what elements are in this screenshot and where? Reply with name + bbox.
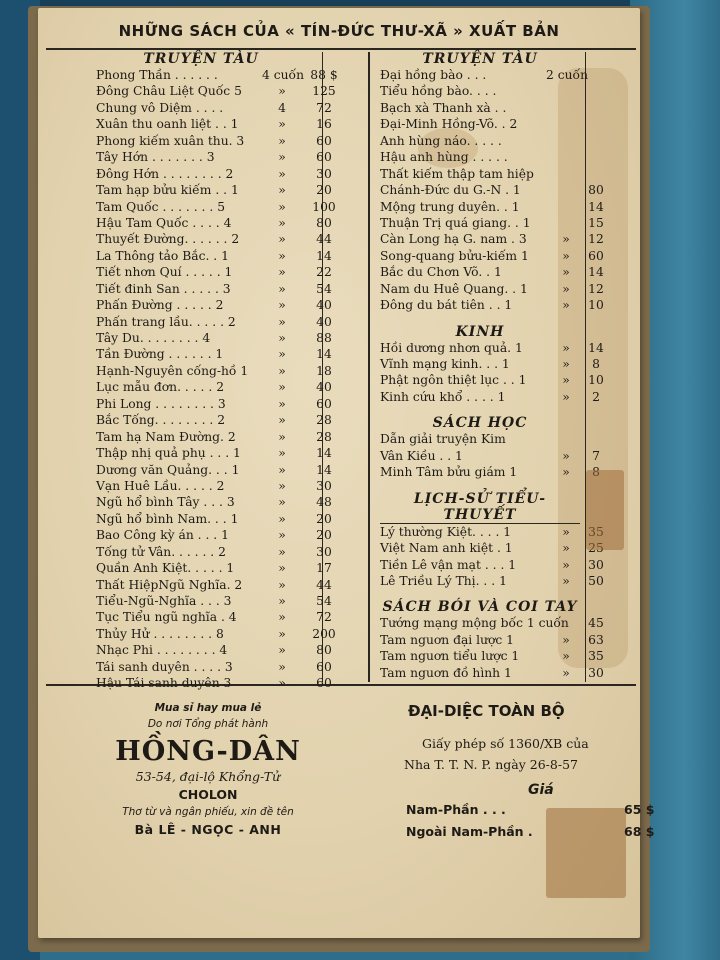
book-title: Tái sanh duyên . . . . 3 <box>96 659 233 674</box>
book-quantity: » <box>562 632 570 647</box>
book-title: Dẫn giải truyện Kim <box>380 432 506 447</box>
book-title: Việt Nam anh kiệt . 1 <box>380 541 513 556</box>
book-price: 30 <box>588 665 604 680</box>
book-title: Quần Anh Kiệt. . . . . 1 <box>96 561 235 576</box>
book-row <box>96 199 366 215</box>
book-row <box>96 363 366 379</box>
distribution-title: ĐẠI-DIỆC TOÀN BỘ <box>408 702 565 720</box>
book-quantity: » <box>278 610 286 625</box>
book-price: 14 <box>316 446 332 461</box>
book-title: Thuyết Đường. . . . . . 2 <box>96 232 240 247</box>
book-quantity: » <box>278 199 286 214</box>
book-row <box>96 133 366 149</box>
book-title: Tây Du. . . . . . . . 4 <box>96 331 211 345</box>
header-rule <box>46 48 636 50</box>
book-quantity: » <box>278 594 286 608</box>
book-title: Lý thường Kiệt. . . . 1 <box>380 524 512 539</box>
book-title: La Thông tảo Bắc. . 1 <box>96 248 229 263</box>
book-price: 14 <box>588 199 604 214</box>
book-quantity: » <box>278 150 286 165</box>
book-row <box>380 632 638 648</box>
book-quantity: » <box>562 281 570 296</box>
book-title: Bạch xà Thanh xà . . <box>380 100 507 115</box>
book-price: 16 <box>316 117 332 132</box>
book-title: Phong Thần . . . . . . <box>96 68 218 82</box>
book-row <box>96 100 366 116</box>
book-price: 88 $ <box>310 68 338 82</box>
publisher-city: CHOLON <box>178 787 238 802</box>
book-price: 17 <box>316 561 332 576</box>
book-price: 72 <box>316 610 332 625</box>
book-price: 60 <box>316 133 332 148</box>
book-title: Tam nguơn tiểu lược 1 <box>380 649 520 664</box>
publisher-block <box>78 696 338 837</box>
book-title: Dương văn Quảng. . . 1 <box>96 462 240 477</box>
book-row <box>96 511 366 527</box>
book-quantity: » <box>562 448 570 463</box>
book-quantity: » <box>278 117 286 132</box>
book-row <box>96 182 366 198</box>
distribution-block <box>398 696 658 842</box>
book-title: Đông du bát tiên . . 1 <box>380 298 513 313</box>
book-row <box>96 412 366 428</box>
book-quantity: » <box>278 133 286 148</box>
book-price: 10 <box>588 373 604 388</box>
book-price: 28 <box>316 429 332 444</box>
book-price: 54 <box>316 594 332 608</box>
left-column <box>96 51 366 692</box>
book-quantity: » <box>278 643 286 658</box>
book-title: Tây Hớn . . . . . . . 3 <box>96 150 215 165</box>
book-price: 48 <box>316 495 332 510</box>
book-title: Chánh-Đức du G.-N . 1 <box>380 183 521 198</box>
price-row <box>398 820 658 842</box>
wholesale-line: Mua sỉ hay mua lẻ <box>154 702 262 714</box>
book-row <box>96 330 366 346</box>
book-title: Tam hạ Nam Đường. 2 <box>96 429 236 444</box>
book-title: Anh hùng náo. . . . . <box>380 133 502 148</box>
book-title: Tiết đinh San . . . . . 3 <box>96 281 231 296</box>
book-quantity: 4 cuốn <box>262 68 304 82</box>
tape-stain <box>586 470 624 550</box>
book-row <box>96 215 366 231</box>
book-title: Đại hồng bào . . . <box>380 68 487 82</box>
book-price: 40 <box>316 314 332 329</box>
book-quantity: » <box>278 331 286 345</box>
permit-date-line: Nha T. T. N. P. ngày 26-8-57 <box>404 757 578 772</box>
book-row <box>96 626 366 642</box>
book-row <box>380 149 638 165</box>
book-row <box>380 356 638 372</box>
book-row <box>96 560 366 576</box>
price-value: 65 $ <box>624 802 655 817</box>
book-row <box>380 166 638 182</box>
book-title: Ngũ hổ bình Tây . . . 3 <box>96 495 235 510</box>
section-title: KINH <box>455 323 505 340</box>
book-price: 14 <box>316 347 332 362</box>
book-price: 54 <box>316 281 332 296</box>
book-quantity: » <box>278 561 286 576</box>
book-title: Vạn Huê Lầu. . . . . 2 <box>96 478 225 493</box>
book-price: 44 <box>316 577 332 592</box>
book-quantity: » <box>562 557 570 572</box>
book-price: 10 <box>588 298 604 313</box>
book-quantity: » <box>562 373 570 388</box>
book-title: Hậu anh hùng . . . . . <box>380 150 508 165</box>
book-price: 30 <box>588 557 604 572</box>
book-quantity: » <box>562 649 570 664</box>
book-quantity: » <box>278 478 286 493</box>
publisher-address: 53-54, đại-lộ Khổng-Tử <box>135 769 281 784</box>
book-list-sach-boi <box>380 615 638 681</box>
book-row <box>380 231 638 247</box>
book-row <box>380 297 638 313</box>
catalog-header: NHỮNG SÁCH CỦA « TÍN-ĐỨC THƯ-XÃ » XUẤT BẢN <box>118 22 560 40</box>
book-price: 80 <box>316 643 332 658</box>
distributor-line: Do nơi Tổng phát hành <box>147 718 269 730</box>
book-title: Bao Công kỳ án . . . 1 <box>96 528 229 543</box>
book-list-kinh <box>380 340 638 406</box>
book-title: Ngũ hổ bình Nam. . . 1 <box>96 511 239 526</box>
book-row <box>96 379 366 395</box>
book-title: Tiểu hồng bào. . . . <box>380 84 497 99</box>
book-price: 14 <box>316 462 332 477</box>
catalog-page <box>38 8 655 938</box>
publisher-name: HỒNG-DÂN <box>115 736 301 767</box>
section-title: LỊCH-SỬ TIỂU-THUYẾT <box>380 491 580 524</box>
book-title: Thuận Trị quá giang. . 1 <box>380 215 531 230</box>
book-price: 60 <box>316 676 332 691</box>
book-row <box>380 648 638 664</box>
book-title: Phật ngôn thiệt lục . . 1 <box>380 373 527 388</box>
book-quantity: » <box>278 84 286 99</box>
permit-line: Giấy phép số 1360/XB của <box>422 736 589 751</box>
book-quantity: » <box>278 495 286 510</box>
book-quantity: » <box>278 676 286 691</box>
book-title: Thất kiếm thập tam hiệp <box>380 166 534 181</box>
book-row <box>96 396 366 412</box>
book-row <box>96 429 366 445</box>
section-title: SÁCH HỌC <box>432 415 528 432</box>
book-quantity: » <box>562 340 570 355</box>
book-price: 12 <box>588 281 604 296</box>
book-price: 2 <box>592 389 600 404</box>
book-title: Xuân thu oanh liệt . . 1 <box>96 117 239 132</box>
book-title: Hậu Tam Quốc . . . . 4 <box>96 215 232 230</box>
book-quantity: » <box>278 413 286 428</box>
book-row <box>96 609 366 625</box>
book-row <box>96 248 366 264</box>
book-quantity: » <box>278 363 286 378</box>
book-quantity: » <box>278 183 286 198</box>
book-title: Đông Châu Liệt Quốc 5 <box>96 84 242 99</box>
book-row <box>380 431 638 447</box>
book-row <box>96 314 366 330</box>
section-title: TRUYỆN TÀU <box>143 51 259 67</box>
book-title: Tiết nhơn Quí . . . . . 1 <box>96 265 233 280</box>
book-price: 22 <box>316 265 332 280</box>
book-price: 14 <box>588 340 604 355</box>
book-title: Hồi dương nhơn quả. 1 <box>380 340 523 355</box>
book-price: 12 <box>588 232 604 247</box>
book-price: 80 <box>588 183 604 198</box>
book-title: Tống tử Vân. . . . . . 2 <box>96 544 226 559</box>
book-title: Tiểu-Ngũ-Nghĩa . . . 3 <box>96 594 232 608</box>
book-row <box>380 573 638 589</box>
mail-note: Thơ từ và ngân phiếu, xin đề tên <box>122 806 294 818</box>
book-row <box>380 615 638 631</box>
book-row <box>380 389 638 405</box>
book-row <box>380 557 638 573</box>
book-quantity: » <box>562 265 570 280</box>
book-row <box>96 593 366 609</box>
book-quantity: » <box>278 659 286 674</box>
book-row <box>380 340 638 356</box>
book-row <box>380 100 638 116</box>
section-title: SÁCH BÓI VÀ COI TAY <box>382 599 578 616</box>
book-row <box>96 83 366 99</box>
book-title: Nam du Huê Quang. . 1 <box>380 281 528 296</box>
book-title: Bắc Tống. . . . . . . . 2 <box>96 413 226 428</box>
book-quantity: » <box>278 166 286 181</box>
book-row <box>380 83 638 99</box>
book-quantity: » <box>562 232 570 247</box>
book-price: 50 <box>588 573 604 588</box>
book-price: 20 <box>316 528 332 543</box>
book-price: 200 <box>312 626 336 641</box>
book-list-truyen-tau-2 <box>380 67 638 314</box>
book-row <box>96 445 366 461</box>
price-region: Nam-Phần . . . <box>406 802 506 817</box>
book-title: Thủy Hử . . . . . . . . 8 <box>96 626 224 641</box>
book-row <box>96 166 366 182</box>
book-quantity: » <box>562 248 570 263</box>
book-row <box>380 281 638 297</box>
book-price: 88 <box>316 331 332 345</box>
price-row <box>398 798 658 820</box>
book-quantity: » <box>562 665 570 680</box>
book-row <box>96 675 366 691</box>
book-quantity: » <box>278 232 286 247</box>
book-quantity: » <box>278 429 286 444</box>
book-row <box>380 215 638 231</box>
book-title: Đại-Minh Hồng-Võ. . 2 <box>380 117 518 132</box>
book-row <box>380 199 638 215</box>
book-row <box>96 494 366 510</box>
book-price: 60 <box>588 248 604 263</box>
book-quantity: » <box>278 462 286 477</box>
book-quantity: » <box>562 357 570 371</box>
book-price: 40 <box>316 380 332 395</box>
book-title: Tam nguơn đại lược 1 <box>380 632 515 647</box>
price-label: Giá <box>528 782 554 798</box>
book-quantity: » <box>278 281 286 296</box>
book-price: 125 <box>312 84 336 99</box>
book-row <box>96 642 366 658</box>
book-title: Vĩnh mạng kinh. . . 1 <box>380 357 510 371</box>
book-quantity: » <box>278 577 286 592</box>
book-title: Tục Tiểu ngũ nghĩa . 4 <box>96 610 237 625</box>
book-price: 60 <box>316 396 332 411</box>
book-price: 14 <box>588 265 604 280</box>
book-price: 18 <box>316 363 332 378</box>
book-quantity: » <box>278 626 286 641</box>
book-quantity: 4 <box>278 100 286 115</box>
book-price: 8 <box>592 357 600 371</box>
book-price: 30 <box>316 478 332 493</box>
book-quantity: » <box>278 314 286 329</box>
book-title: Phấn trang lầu. . . . . 2 <box>96 314 236 329</box>
book-title: Vân Kiều . . 1 <box>380 448 463 463</box>
book-title: Tần Đường . . . . . . 1 <box>96 347 224 362</box>
book-title: Tướng mạng mộng bốc 1 cuốn <box>380 616 569 631</box>
book-price: 20 <box>316 183 332 198</box>
book-title: Chung vô Diệm . . . . <box>96 100 224 115</box>
book-title: Phi Long . . . . . . . . 3 <box>96 396 226 411</box>
book-quantity: » <box>278 528 286 543</box>
book-row <box>380 248 638 264</box>
price-value: 68 $ <box>624 824 655 839</box>
book-row <box>380 182 638 198</box>
book-quantity: » <box>562 465 570 480</box>
book-title: Minh Tâm bửu giám 1 <box>380 465 518 480</box>
book-price: 15 <box>588 215 604 230</box>
book-row <box>380 116 638 132</box>
book-price: 60 <box>316 150 332 165</box>
book-price: 30 <box>316 166 332 181</box>
book-row <box>96 116 366 132</box>
book-price: 63 <box>588 632 604 647</box>
book-row <box>380 448 638 464</box>
book-price: 60 <box>316 659 332 674</box>
book-row <box>96 462 366 478</box>
book-price: 45 <box>588 616 604 631</box>
book-quantity: » <box>278 347 286 362</box>
book-title: Tiền Lê vận mạt . . . 1 <box>380 557 517 572</box>
book-title: Tam nguơn đồ hình 1 <box>380 665 512 680</box>
book-price: 100 <box>312 199 336 214</box>
section-title: TRUYỆN TÀU <box>422 51 538 67</box>
book-price: 14 <box>316 248 332 263</box>
book-quantity: » <box>278 265 286 280</box>
book-quantity: » <box>278 446 286 461</box>
book-title: Phấn Đường . . . . . 2 <box>96 298 224 313</box>
book-row <box>96 527 366 543</box>
book-row <box>96 231 366 247</box>
book-price: 35 <box>588 649 604 664</box>
book-row <box>96 478 366 494</box>
book-title: Càn Long hạ G. nam . 3 <box>380 232 527 247</box>
book-title: Kinh cứu khổ . . . . 1 <box>380 389 506 404</box>
book-row <box>380 67 638 83</box>
book-quantity: » <box>278 248 286 263</box>
book-quantity: » <box>278 396 286 411</box>
book-row <box>96 264 366 280</box>
book-quantity: » <box>562 573 570 588</box>
book-quantity: » <box>278 511 286 526</box>
book-price: 30 <box>316 544 332 559</box>
book-title: Phong kiếm xuân thu. 3 <box>96 133 245 148</box>
book-price: 72 <box>316 100 332 115</box>
book-title: Tam Quốc . . . . . . . 5 <box>96 199 226 214</box>
book-title: Hạnh-Nguyên cống-hồ 1 <box>96 363 249 378</box>
book-row <box>96 577 366 593</box>
book-row <box>380 665 638 681</box>
book-row <box>380 133 638 149</box>
book-title: Lục mẫu đơn. . . . . 2 <box>96 380 225 395</box>
book-title: Song-quang bửu-kiếm 1 <box>380 248 529 263</box>
book-row <box>96 281 366 297</box>
price-region: Ngoài Nam-Phần . <box>406 824 533 839</box>
book-row <box>380 372 638 388</box>
center-divider <box>368 52 370 682</box>
book-row <box>96 149 366 165</box>
book-quantity: 2 cuốn <box>546 68 588 82</box>
book-quantity: » <box>562 541 570 556</box>
book-price: 7 <box>592 448 600 463</box>
book-quantity: » <box>278 544 286 559</box>
book-price: 28 <box>316 413 332 428</box>
book-title: Thập nhị quả phụ . . . 1 <box>96 446 241 461</box>
book-price: 20 <box>316 511 332 526</box>
recipient-name: Bà LÊ - NGỌC - ANH <box>134 822 282 837</box>
book-row <box>380 264 638 280</box>
book-row <box>96 67 366 83</box>
book-quantity: » <box>562 298 570 313</box>
book-row <box>96 297 366 313</box>
book-list-truyen-tau <box>96 67 366 692</box>
right-column <box>380 51 638 681</box>
book-quantity: » <box>278 215 286 230</box>
book-title: Mộng trung duyên. . 1 <box>380 199 520 214</box>
book-title: Đông Hớn . . . . . . . . 2 <box>96 166 234 181</box>
book-price: 44 <box>316 232 332 247</box>
book-price: 40 <box>316 298 332 313</box>
book-title: Hậu Tái sanh duyên 3 <box>96 676 232 691</box>
book-title: Nhạc Phi . . . . . . . . 4 <box>96 643 228 658</box>
book-quantity: » <box>562 389 570 404</box>
book-quantity: » <box>278 380 286 395</box>
book-title: Bắc du Chơn Võ. . 1 <box>380 265 502 280</box>
book-quantity: » <box>562 524 570 539</box>
book-title: Tam hạp bửu kiếm . . 1 <box>96 183 239 198</box>
book-row <box>96 544 366 560</box>
book-row <box>96 659 366 675</box>
book-title: Lê Triều Lý Thị. . . 1 <box>380 573 507 588</box>
book-title: Thất HiệpNgũ Nghĩa. 2 <box>96 577 243 592</box>
book-price: 80 <box>316 215 332 230</box>
book-row <box>96 346 366 362</box>
book-quantity: » <box>278 298 286 313</box>
